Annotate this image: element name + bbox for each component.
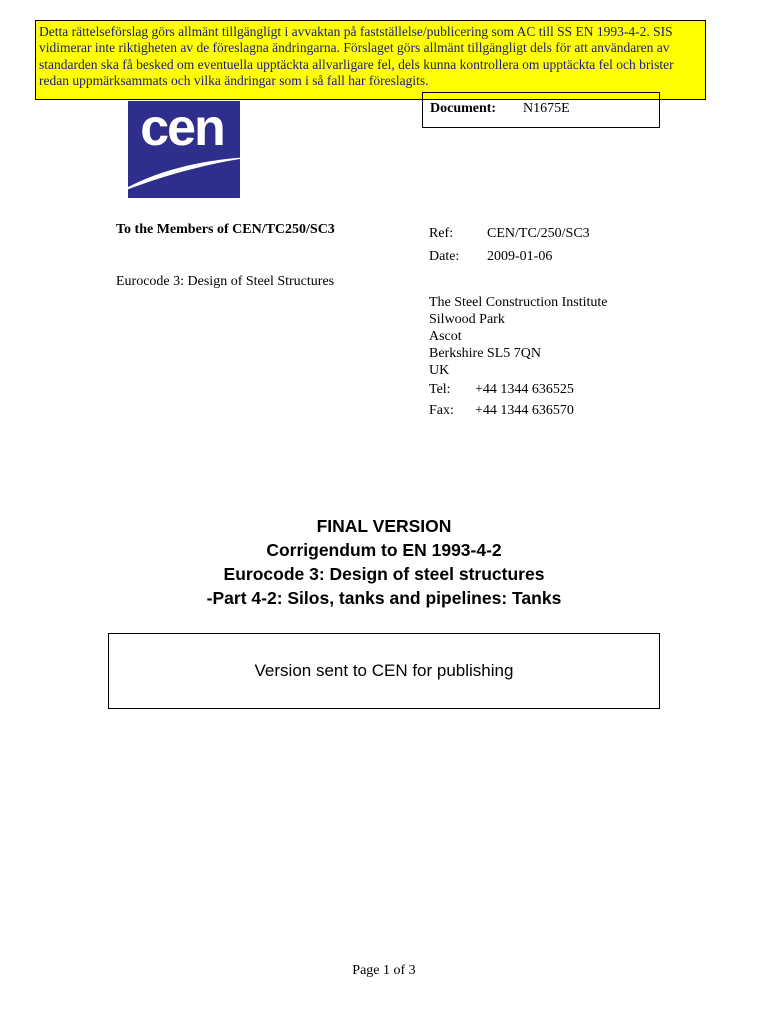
sender-address: [429, 294, 607, 379]
date-label: Date:: [429, 249, 460, 264]
document-number: N1675E: [523, 101, 570, 116]
tel-row: [429, 382, 574, 398]
fax-label: Fax:: [429, 403, 454, 418]
address-line: UK: [429, 363, 450, 378]
address-line: Ascot: [429, 329, 462, 344]
notice-line: Detta rättelseförslag görs allmänt tillgängligt i avvaktan på fastställelse/publicering som AC till SS EN 1993-4-2. SIS: [39, 24, 673, 39]
fax-value: +44 1344 636570: [475, 403, 574, 418]
fax-row: [429, 403, 574, 419]
date-value: 2009-01-06: [487, 249, 553, 264]
cen-logo: [113, 101, 253, 198]
title-line: Eurocode 3: Design of steel structures: [223, 564, 545, 584]
version-note-box: [108, 633, 660, 709]
tel-label: Tel:: [429, 382, 451, 397]
address-line: Silwood Park: [429, 312, 505, 327]
ref-row: [429, 226, 590, 242]
to-members-heading: To the Members of CEN/TC250/SC3: [116, 222, 335, 237]
document-box: [422, 92, 660, 128]
ref-value: CEN/TC/250/SC3: [487, 226, 590, 241]
notice-line: standarden ska få besked om eventuella upptäckta allvarligare fel, dels kunna kontrollera om upptäckta fel och brister: [39, 56, 674, 72]
date-row: [429, 249, 552, 265]
document-label: Document:: [430, 101, 497, 116]
version-note: Version sent to CEN for publishing: [254, 661, 514, 680]
title-line: Corrigendum to EN 1993-4-2: [266, 540, 502, 560]
page-number: Page 1 of 3: [352, 963, 416, 978]
cen-logo-text: cen: [140, 101, 224, 157]
notice-line: redan uppmärksammats och vilka ändringar som i så fall har föreslagits.: [39, 72, 429, 88]
title-line: -Part 4-2: Silos, tanks and pipelines: Tanks: [206, 588, 562, 608]
address-line: The Steel Construction Institute: [429, 295, 608, 310]
title-line: FINAL VERSION: [316, 516, 452, 536]
address-line: Berkshire SL5 7QN: [429, 346, 541, 361]
sis-notice: [35, 20, 706, 100]
notice-line: vidimerar inte riktigheten av de föreslagna ändringarna. Förslaget görs allmänt tillgängligt dels för att användaren av: [39, 40, 670, 56]
tel-value: +44 1344 636525: [475, 382, 574, 397]
document-title: [0, 514, 768, 610]
ref-label: Ref:: [429, 226, 454, 241]
eurocode-subject: Eurocode 3: Design of Steel Structures: [116, 274, 335, 289]
